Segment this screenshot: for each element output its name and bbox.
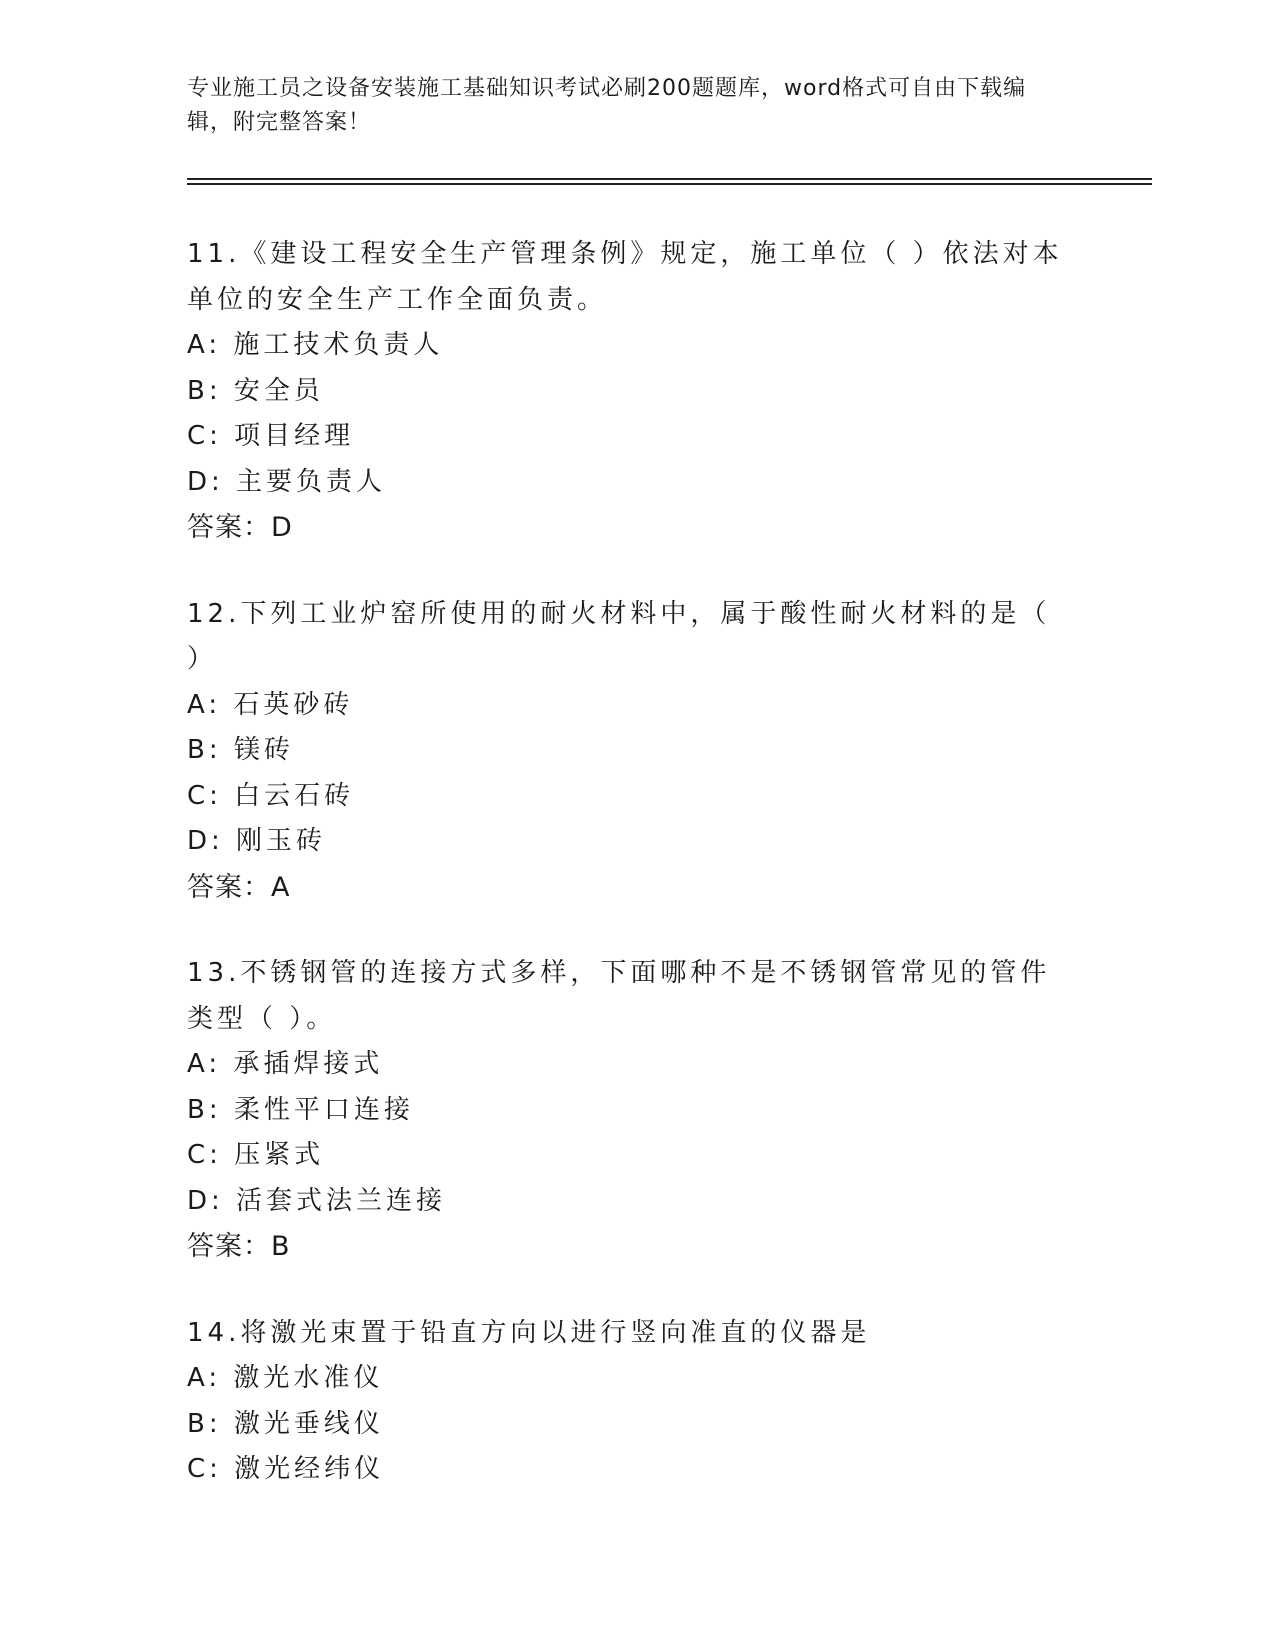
option-d: D: 活套式法兰连接 [187, 1185, 447, 1216]
option-c: C: 压紧式 [187, 1140, 325, 1170]
option-a: A: 石英砂砖 [187, 689, 354, 720]
answer: 答案：D [187, 512, 293, 543]
option-c: C: 项目经理 [187, 421, 355, 451]
option-b: B: 安全员 [187, 375, 324, 406]
question-11 [187, 232, 1087, 551]
header-divider-top [187, 178, 1152, 180]
option-d: D: 主要负责人 [187, 466, 387, 497]
answer: 答案：A [187, 871, 291, 903]
answer: 答案：B [187, 1231, 291, 1262]
option-b: B: 柔性平口连接 [187, 1094, 414, 1125]
option-a: A: 承插焊接式 [187, 1049, 384, 1079]
question-13 [187, 951, 1087, 1270]
question-12 [187, 592, 1087, 911]
question-text: 12.下列工业炉窑所使用的耐火材料中，属于酸性耐火材料的是（ ） [187, 598, 1051, 674]
header-divider-bottom [187, 183, 1152, 185]
question-14 [187, 1311, 1087, 1493]
document-header: 专业施工员之设备安装施工基础知识考试必刷200题题库，word格式可自由下载编辑，附完整答案！ [187, 76, 1027, 135]
question-text: 14.将激光束置于铅直方向以进行竖向准直的仪器是 [187, 1317, 871, 1348]
option-d: D: 刚玉砖 [187, 826, 327, 856]
option-b: B: 激光垂线仪 [187, 1408, 384, 1439]
question-text: 11.《建设工程安全生产管理条例》规定，施工单位（ ）依法对本单位的安全生产工作全面负责。 [187, 239, 1063, 315]
question-list [187, 232, 1087, 1534]
option-b: B: 镁砖 [187, 735, 294, 765]
question-text: 13.不锈钢管的连接方式多样，下面哪种不是不锈钢管常见的管件类型（ ）。 [187, 958, 1051, 1034]
option-a: A: 激光水准仪 [187, 1363, 384, 1393]
option-c: C: 白云石砖 [187, 780, 355, 811]
option-a: A: 施工技术负责人 [187, 330, 444, 360]
option-c: C: 激光经纬仪 [187, 1454, 385, 1484]
